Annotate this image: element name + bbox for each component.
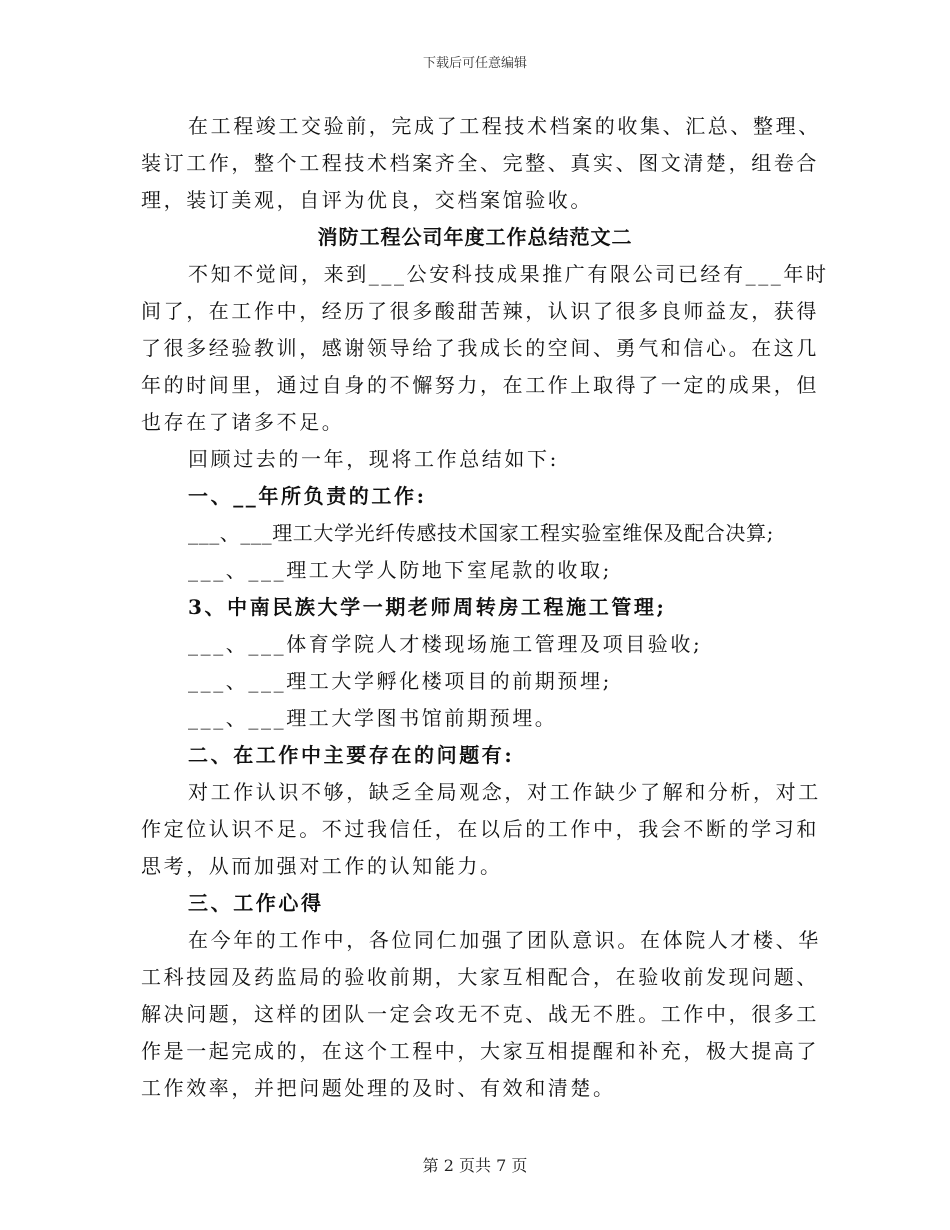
paragraph-line: 了很多经验教训，感谢领导给了我成长的空间、勇气和信心。在这几 bbox=[141, 336, 819, 360]
paragraph-line: 理，装订美观，自评为优良，交档案馆验收。 bbox=[141, 188, 593, 212]
paragraph-line: 也存在了诸多不足。 bbox=[141, 410, 345, 434]
paragraph-line: 工作效率，并把问题处理的及时、有效和清楚。 bbox=[141, 1076, 616, 1100]
section-heading: 一、__年所负责的工作: bbox=[188, 484, 427, 508]
paragraph-line: 年的时间里，通过自身的不懈努力，在工作上取得了一定的成果，但 bbox=[141, 373, 819, 397]
paragraph-line: 思考，从而加强对工作的认知能力。 bbox=[141, 854, 503, 878]
paragraph-line: 解决问题，这样的团队一定会攻无不克、战无不胜。工作中，很多工 bbox=[141, 1002, 819, 1026]
paragraph-line: 工科技园及药监局的验收前期，大家互相配合，在验收前发现问题、 bbox=[141, 965, 819, 989]
page-footer: 第 2 页共 7 页 bbox=[422, 1156, 528, 1175]
paragraph-line: 在今年的工作中，各位同仁加强了团队意识。在体院人才楼、华 bbox=[188, 928, 821, 952]
document-body bbox=[141, 108, 829, 1107]
list-item: ___、___理工大学光纤传感技术国家工程实验室维保及配合决算; bbox=[188, 521, 774, 545]
list-item: ___、___体育学院人才楼现场施工管理及项目验收; bbox=[188, 632, 703, 656]
paragraph-line: 作是一起完成的，在这个工程中，大家互相提醒和补充，极大提高了 bbox=[141, 1039, 819, 1063]
paragraph-line: 回顾过去的一年，现将工作总结如下: bbox=[188, 447, 559, 471]
paragraph-line: 装订工作，整个工程技术档案齐全、完整、真实、图文清楚，组卷合 bbox=[141, 151, 819, 175]
list-item: ___、___理工大学孵化楼项目的前期预埋; bbox=[188, 669, 612, 693]
paragraph-line: 在工程竣工交验前，完成了工程技术档案的收集、汇总、整理、 bbox=[188, 114, 821, 138]
list-item: ___、___理工大学人防地下室尾款的收取; bbox=[188, 558, 612, 582]
paragraph-line: 不知不觉间，来到___公安科技成果推广有限公司已经有___年时 bbox=[188, 262, 829, 286]
paragraph-line: 对工作认识不够，缺乏全局观念，对工作缺少了解和分析，对工 bbox=[188, 780, 821, 804]
page-header: 下载后可任意编辑 bbox=[422, 56, 527, 71]
section-heading: 三、工作心得 bbox=[188, 891, 324, 915]
section-heading: 二、在工作中主要存在的问题有: bbox=[188, 743, 515, 767]
paragraph-line: 间了，在工作中，经历了很多酸甜苦辣，认识了很多良师益友，获得 bbox=[141, 299, 819, 323]
list-item: 3、中南民族大学一期老师周转房工程施工管理; bbox=[188, 595, 667, 619]
paragraph-line: 作定位认识不足。不过我信任，在以后的工作中，我会不断的学习和 bbox=[141, 817, 819, 841]
list-item: ___、___理工大学图书馆前期预埋。 bbox=[188, 706, 558, 730]
document-title: 消防工程公司年度工作总结范文二 bbox=[317, 225, 633, 249]
